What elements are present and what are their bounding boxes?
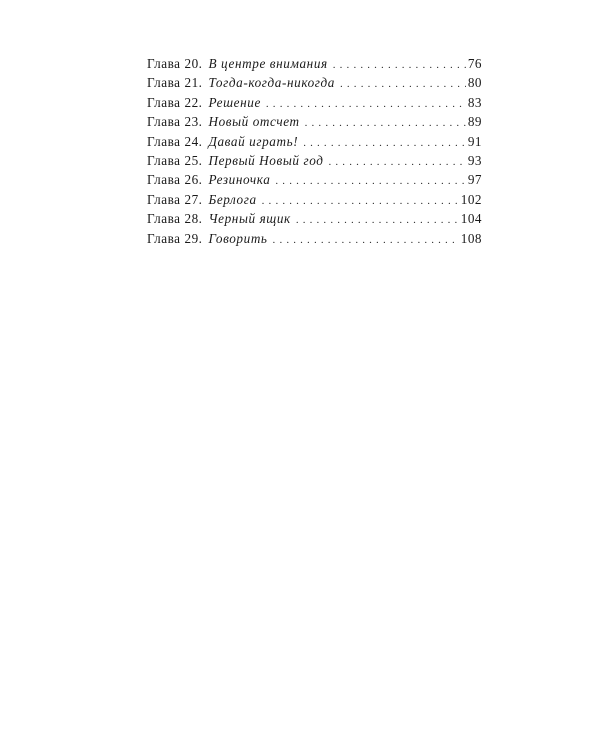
dot-leader (303, 137, 466, 149)
chapter-title: Говорить (208, 230, 268, 246)
chapter-label: Глава (147, 75, 181, 91)
toc-entry (147, 95, 482, 114)
chapter-title: Решение (208, 94, 261, 110)
dot-leader (333, 59, 466, 71)
toc-entry (147, 211, 482, 230)
chapter-title: В центре внимания (208, 56, 328, 71)
chapter-number: 28. (184, 211, 203, 227)
chapter-label: Глава (147, 191, 181, 207)
chapter-title: Берлога (208, 191, 257, 207)
page-number: 89 (467, 114, 482, 130)
chapter-label: Глава (147, 230, 181, 246)
dot-leader (273, 234, 459, 246)
table-of-contents (147, 56, 482, 250)
chapter-title: Первый Новый год (208, 152, 324, 168)
page-number: 80 (467, 75, 482, 91)
chapter-number: 22. (184, 94, 203, 110)
toc-entry (147, 114, 482, 133)
chapter-label: Глава (147, 172, 181, 188)
chapter-title: Черный ящик (208, 211, 291, 227)
chapter-number: 29. (184, 230, 203, 246)
dot-leader (262, 195, 459, 207)
page-number: 102 (460, 191, 482, 207)
toc-entry (147, 56, 482, 75)
chapter-label: Глава (147, 211, 181, 227)
chapter-label: Глава (147, 94, 181, 110)
page-number: 108 (460, 230, 482, 246)
dot-leader (340, 78, 466, 90)
chapter-number: 20. (184, 56, 203, 71)
chapter-title: Давай играть! (208, 133, 299, 149)
dot-leader (329, 156, 466, 168)
page-number: 76 (467, 56, 482, 71)
toc-entry (147, 172, 482, 191)
page-number: 97 (467, 172, 482, 188)
chapter-title: Резиночка (208, 172, 271, 188)
chapter-number: 27. (184, 191, 203, 207)
page-number: 93 (467, 152, 482, 168)
chapter-number: 23. (184, 114, 203, 130)
toc-entry (147, 153, 482, 172)
page-number: 104 (460, 211, 482, 227)
toc-entry (147, 231, 482, 250)
dot-leader (305, 117, 466, 129)
page-number: 83 (467, 94, 482, 110)
chapter-number: 24. (184, 133, 203, 149)
dot-leader (275, 175, 465, 187)
chapter-title: Новый отсчет (208, 114, 300, 130)
toc-entry (147, 75, 482, 94)
page-number: 91 (467, 133, 482, 149)
chapter-title: Тогда-когда-никогда (208, 75, 335, 91)
chapter-label: Глава (147, 133, 181, 149)
dot-leader (266, 98, 466, 110)
dot-leader (296, 214, 459, 226)
chapter-number: 25. (184, 152, 203, 168)
chapter-label: Глава (147, 114, 181, 130)
chapter-number: 26. (184, 172, 203, 188)
toc-entry (147, 192, 482, 211)
toc-entry (147, 134, 482, 153)
chapter-label: Глава (147, 56, 181, 71)
chapter-label: Глава (147, 152, 181, 168)
chapter-number: 21. (184, 75, 203, 91)
